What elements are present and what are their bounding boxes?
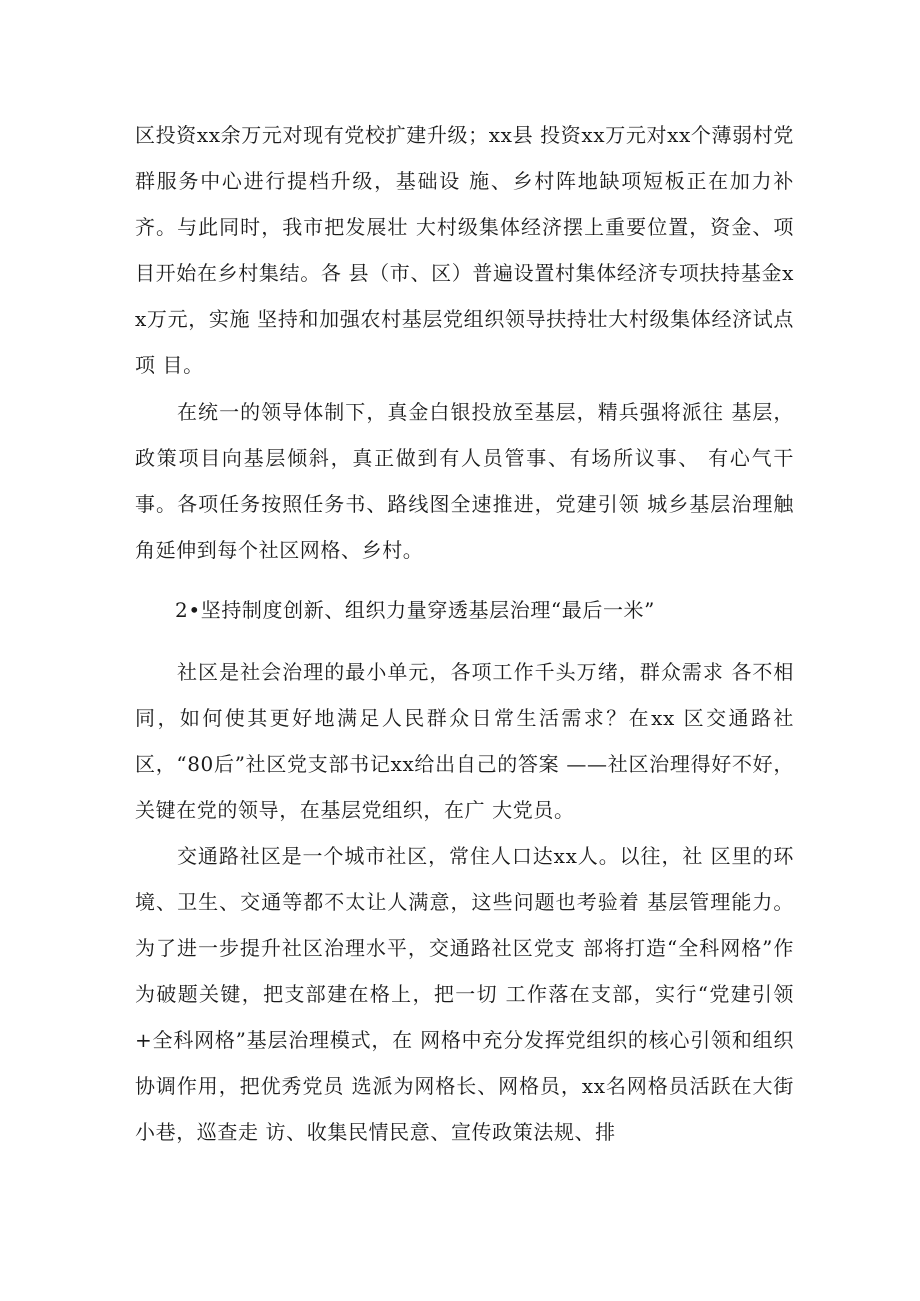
paragraph-2: 在统一的领导体制下，真金白银投放至基层，精兵强将派往 基层，政策项目向基层倾斜，真正做到有人员管事、有场所议事、 有心气干事。各项任务按照任务书、路线图全速推进，党建引领 城乡基层治理触角延伸到每个社区网格、乡村。 bbox=[135, 400, 794, 562]
paragraph-4: 交通路社区是一个城市社区，常住人口达xx人。以往，社 区里的环境、卫生、交通等都不太让人满意，这些问题也考验着 基层管理能力。为了进一步提升社区治理水平，交通路社区党支 部将打造“全科网格”作为破题关键，把支部建在格上，把一切 工作落在支部，实行“党建引领+全科网格”基层治理模式，在 网格中充分发挥党组织的核心引领和组织协调作用，把优秀党员 选派为网格长、网格员，xx名网格员活跃在大街小巷，巡查走 访、收集民情民意、宣传政策法规、排 bbox=[135, 844, 794, 1144]
paragraph-3: 社区是社会治理的最小单元，各项工作千头万绪，群众需求 各不相同，如何使其更好地满足人民群众日常生活需求？在xx 区交通路社区，“80后”社区党支部书记xx给出自己的答案 ——社区治理得好不好，关键在党的领导，在基层党组织，在广 大党员。 bbox=[135, 660, 794, 822]
section-heading-2: 2•坚持制度创新、组织力量穿透基层治理“最后一米” bbox=[175, 598, 655, 622]
paragraph-1: 区投资xx余万元对现有党校扩建升级；xx县 投资xx万元对xx个薄弱村党群服务中心进行提档升级，基础设 施、乡村阵地缺项短板正在加力补齐。与此同时，我市把发展壮 大村级集体经济摆上重要位置，资金、项目开始在乡村集结。各 县（市、区）普遍设置村集体经济专项扶持基金xx万元，实施 坚持和加强农村基层党组织领导扶持壮大村级集体经济试点项 目。 bbox=[135, 123, 794, 377]
